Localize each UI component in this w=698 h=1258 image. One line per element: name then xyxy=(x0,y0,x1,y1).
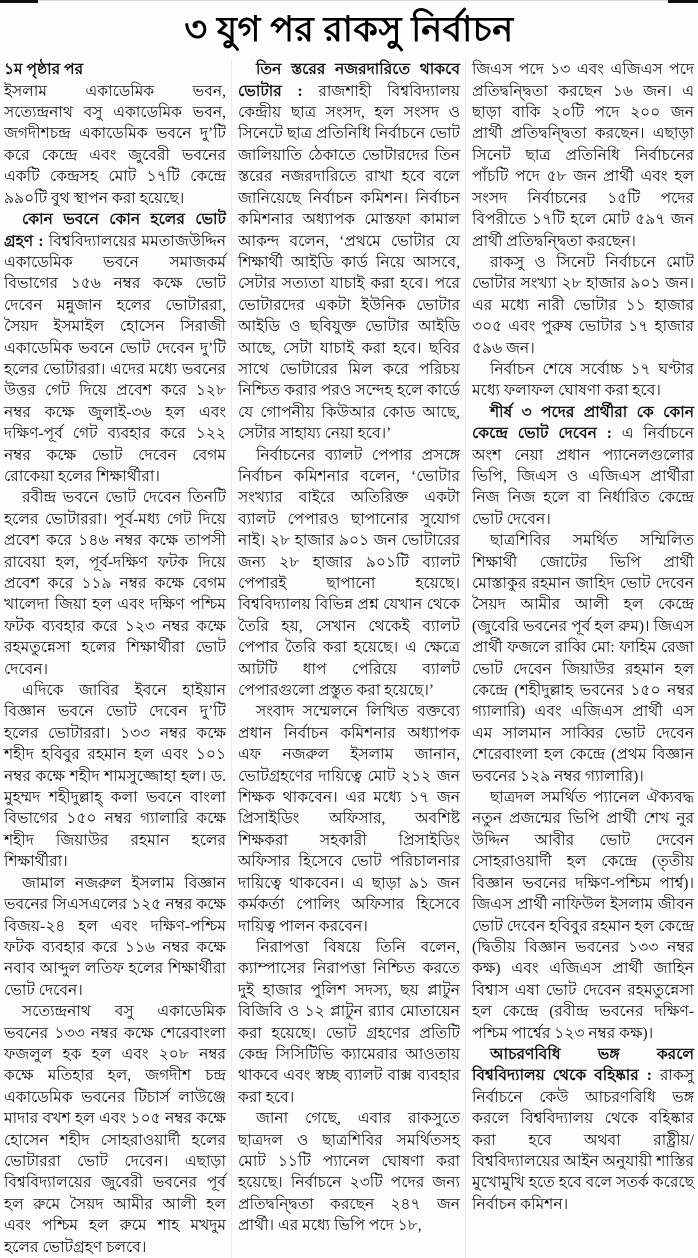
paragraph-text: রাকসু নির্বাচনে কেউ আচরণবিধি ভঙ্গ করলে বিশ্ববিদ্যালয় থেকে বহিষ্কার করা হবে অথবা রাষ্ট্রীয়/ বিশ্ববিদ্যালয়ের আইন অনুযায়ী শাস্তির মুখোমুখি হতে হবে বলে সতর্ক করেছে নির্বাচন কমিশন। xyxy=(472,1067,694,1213)
paragraph-text: জামাল নজরুল ইসলাম বিজ্ঞান ভবনের সিএসএলের ১২৫ নম্বর কক্ষে বিজয়-২৪ হল এবং দক্ষিণ-পশ্চিম ফটক ব্যবহার করে ১১৬ নম্বর কক্ষে নবাব আব্দুল লতিফ হলের শিক্ষার্থীরা ভোট দেবেন। xyxy=(4,874,226,999)
paragraph-text: রবীন্দ্র ভবনে ভোট দেবেন তিনটি হলের ভোটাররা। পূর্ব-মধ্য গেট দিয়ে প্রবেশ করে ১৪৬ নম্বর কক্ষে তাপসী রাবেয়া হল, পূর্ব-দক্ষিণ ফটক দিয়ে প্রবেশ করে ১১৯ নম্বর কক্ষে বেগম খালেদা জিয়া হল এবং দক্ষিণ পশ্চিম ফটক ব্যবহার করে ১২৩ নম্বর কক্ষে রহমতুন্নেসা হলের শিক্ষার্থীরা ভোট দেবেন। xyxy=(4,489,226,678)
paragraph-text: রাকসু ও সিনেট নির্বাচনে মোট ভোটার সংখ্যা ২৮ হাজার ৯০১ জন। এর মধ্যে নারী ভোটার ১১ হাজার ৩০৫ এবং পুরুষ ভোটার ১৭ হাজার ৫৯৬ জন। xyxy=(472,253,694,357)
paragraph-text: বিশ্ববিদ্যালয়ের মমতাজউদ্দিন একাডেমিক ভবনে সমাজকর্ম বিভাগের ১৫৬ নম্বর কক্ষে ভোট দেবেন মন্নুজান হলের ভোটাররা, সৈয়দ ইসমাইল হোসেন সিরাজী একাডেমিক ভবনে ভোট দেবেন দু’টি হলের ভোটাররা। এদের মধ্যে ভবনের উত্তর গেট দিয়ে প্রবেশ করে ১২৮ নম্বর কক্ষে জুলাই-৩৬ হল এবং দক্ষিণ-পূর্ব গেট ব্যবহার করে ১২২ নম্বর কক্ষে ভোট দেবেন বেগম রোকেয়া হলের শিক্ষার্থীরা। xyxy=(4,232,226,485)
paragraph-text: ছাত্রদল সমর্থিত প্যানেল ঐক্যবদ্ধ নতুন প্রজন্মের ভিপি প্রার্থী শেখ নুর উদ্দিন আবীর ভোট দেবেন সোহরাওয়ার্দী হল কেন্দ্রে (তৃতীয় বিজ্ঞান ভবনের দক্ষিণ-পশ্চিম পার্শ্ব)। জিএস প্রার্থী নাফিউল ইসলাম জীবন ভোট দেবেন হবিবুর রহমান হল কেন্দ্রে (দ্বিতীয় বিজ্ঞান ভবনের ১৩৩ নম্বর কক্ষ) এবং এজিএস প্রার্থী জাহিন বিশ্বাস এষা ভোট দেবেন রহমতুন্নেসা হল কেন্দ্রে (রবীন্দ্র ভবনের দক্ষিণ-পশ্চিম পার্শ্বের ১২৩ নম্বর কক্ষ)। xyxy=(472,789,694,1042)
paragraph xyxy=(472,530,694,787)
paragraph xyxy=(472,359,694,402)
top-rule-right-segment xyxy=(668,0,698,3)
run-in-heading: কোন ভবনে কোন হলের ভোট গ্রহণ : xyxy=(4,211,226,250)
paragraph xyxy=(472,402,694,530)
run-in-heading: আচরণবিধি ভঙ্গ করলে বিশ্ববিদ্যালয় থেকে বহিষ্কার : xyxy=(472,1045,694,1085)
column-2 xyxy=(231,59,460,1258)
run-in-heading: তিন স্তরের নজরদারিতে থাকবে ভোটার : xyxy=(238,61,460,100)
paragraph xyxy=(238,445,460,702)
paragraph xyxy=(4,209,226,487)
article-body xyxy=(4,59,694,1258)
paragraph xyxy=(238,59,460,444)
paragraph xyxy=(4,1001,226,1258)
paragraph-text: নির্বাচনের ব্যালট পেপার প্রসঙ্গে নির্বাচন কমিশনার বলেন, ‘ভোটার সংখ্যার বাইরে অতিরিক্ত একটা ব্যালট পেপারও ছাপানোর সুযোগ নাই। ২৮ হাজার ৯০১ জন ভোটারের জন্য ২৮ হাজার ৯০১টি ব্যালট পেপারই ছাপানো হয়েছে। বিশ্ববিদ্যালয় বিভিন্ন প্রশ্ন যেখান থেকে তৈরি হয়, সেখান থেকেই ব্যালট পেপার তৈরি করা হয়েছে। এ ক্ষেত্রে আটটি ধাপ পেরিয়ে ব্যালট পেপারগুলো প্রস্তুত করা হয়েছে।’ xyxy=(238,446,460,700)
continued-label-text: ১ম পৃষ্ঠার পর xyxy=(4,61,84,79)
column-3 xyxy=(465,59,694,1258)
paragraph xyxy=(4,81,226,209)
paragraph xyxy=(4,873,226,1001)
paragraph xyxy=(238,701,460,936)
paragraph xyxy=(4,680,226,873)
paragraph-text: জানা গেছে, এবার রাকসুতে ছাত্রদল ও ছাত্রশিবির সমর্থিতসহ মোট ১১টি প্যানেল ঘোষণা করা হয়েছে। নির্বাচনে ২৩টি পদের জন্য প্রতিদ্বন্দ্বিতা করছেন ২৪৭ জন প্রার্থী। এর মধ্যে ভিপি পদে ১৮, xyxy=(238,1110,460,1235)
paragraph-text: এদিকে জাবির ইবনে হাইয়ান বিজ্ঞান ভবনে ভোট দেবেন দু’টি হলের ভোটাররা। ১৩৩ নম্বর কক্ষে শহীদ হবিবুর রহমান হল এবং ১০১ নম্বর কক্ষে শহীদ শামসুজ্জোহা হল। ড. মুহম্মদ শহীদুল্লাহ্‌ কলা ভবনে বাংলা বিভাগের ১৫০ নম্বর গ্যালারি কক্ষে শহীদ জিয়াউর রহমান হলের শিক্ষার্থীরা। xyxy=(4,682,226,871)
paragraph-text: সংবাদ সম্মেলনে লিখিত বক্তব্যে প্রধান নির্বাচন কমিশনার অধ্যাপক এফ নজরুল ইসলাম জানান, ভোটগ্রহণের দায়িত্বে মোট ২১২ জন শিক্ষক থাকবেন। এর মধ্যে ১৭ জন প্রিসাইডিং অফিসার, অবশিষ্ট শিক্ষকরা সহকারী প্রিসাইডিং অফিসার হিসেবে ভোট পরিচালনার দায়িত্বে থাকবেন। এ ছাড়া ৯১ জন কর্মকর্তা পোলিং অফিসার হিসেবে দায়িত্ব পালন করবেন। xyxy=(238,703,460,935)
continued-from-page-label xyxy=(4,59,226,80)
paragraph-text: নির্বাচন শেষে সর্বোচ্চ ১৭ ঘণ্টার মধ্যে ফলাফল ঘোষণা করা হবে। xyxy=(472,360,694,400)
paragraph xyxy=(4,487,226,680)
paragraph xyxy=(472,59,694,252)
paragraph-text: রাজশাহী বিশ্ববিদ্যালয় কেন্দ্রীয় ছাত্র সংসদ, হল সংসদ ও সিনেটে ছাত্র প্রতিনিধি নির্বাচনে ভোট জালিয়াতি ঠেকাতে ভোটারদের তিন স্তরের নজরদারিতে রাখা হবে বলে জানিয়েছে নির্বাচন কমিশন। নির্বাচন কমিশনার অধ্যাপক মোস্তফা কামাল আকন্দ বলেন, ‘প্রথমে ভোটার যে শিক্ষার্থী আইডি কার্ড নিয়ে আসবে, সেটার সত্যতা যাচাই করা হবে। পরে ভোটারদের একটা ইউনিক ভোটার আইডি ও ছবিযুক্ত ভোটার আইডি আছে, সেটা যাচাই করা হবে। ছবির সাথে ভোটারের মিল করে পরিচয় নিশ্চিত করার পরও সন্দেহ হলে কার্ডে যে গোপনীয় কিউআর কোড আছে, সেটার সাহায্য নেয়া হবে।’ xyxy=(238,82,460,443)
column-1 xyxy=(4,59,226,1258)
paragraph xyxy=(472,252,694,359)
paragraph-text: নিরাপত্তা বিষয়ে তিনি বলেন, ক্যাম্পাসের নিরাপত্তা নিশ্চিত করতে দুই হাজার পুলিশ সদস্য, ছয় প্লাটুন বিজিবি ও ১২ প্লাটুন র‍্যাব মোতায়েন করা হয়েছে। ভোট গ্রহণের প্রতিটি কেন্দ্র সিসিটিভি ক্যামেরার আওতায় থাকবে এবং স্বচ্ছ ব্যালট বাক্স ব্যবহার করা হবে। xyxy=(238,938,460,1106)
top-rule-left-segment xyxy=(0,0,38,3)
paragraph xyxy=(472,1044,694,1215)
run-in-heading: শীর্ষ ৩ পদের প্রার্থীরা কে কোন কেন্দ্রে ভোট দেবেন : xyxy=(472,403,694,443)
paragraph xyxy=(238,1108,460,1236)
paragraph-text: সত্যেন্দ্রনাথ বসু একাডেমিক ভবনের ১৩৩ নম্বর কক্ষে শেরেবাংলা ফজলুল হক হল এবং ২০৮ নম্বর কক্ষে মতিহার হল, জগদীশ চন্দ্র একাডেমিক ভবনের টিচার্স লাউঞ্জে মাদার বখশ হল এবং ১০৫ নম্বর কক্ষে হোসেন শহীদ সোহরাওয়ার্দী হলের ভোটাররা ভোট দেবেন। এছাড়া বিশ্ববিদ্যালয়ের জুবেরী ভবনের পূর্ব হল রুমে সৈয়দ আমীর আলী হল এবং পশ্চিম হল রুমে শাহ মখদুম হলের ভোটগ্রহণ চলবে। xyxy=(4,1003,226,1256)
article-headline: ৩ যুগ পর রাকসু নির্বাচন xyxy=(184,10,514,49)
paragraph xyxy=(238,937,460,1108)
paragraph-text: ছাত্রশিবির সমর্থিত সম্মিলিত শিক্ষার্থী জোটের ভিপি প্রার্থী মোস্তাকুর রহমান জাহিদ ভোট দেবেন সৈয়দ আমীর আলী হল কেন্দ্রে (জুবেরি ভবনের পূর্ব হল রুম)। জিএস প্রার্থী ফজলে রাব্বি মো: ফাহিম রেজা ভোট দেবেন জিয়াউর রহমান হল কেন্দ্রে (শহীদুল্লাহ ভবনের ১৫০ নম্বর গ্যালারি) এবং এজিএস প্রার্থী এস এম সালমান সাব্বির ভোট দেবেন শেরেবাংলা হল কেন্দ্রে (প্রথম বিজ্ঞান ভবনের ১২৯ নম্বর গ্যালারি)। xyxy=(472,532,694,785)
paragraph-text: জিএস পদে ১৩ এবং এজিএস পদে প্রতিদ্বন্দ্বিতা করছেন ১৬ জন। এ ছাড়া বাকি ২০টি পদে ২০০ জন প্রার্থী প্রতিদ্বন্দ্বিতা করছেন। এছাড়া সিনেট ছাত্র প্রতিনিধি নির্বাচনের পাঁচটি পদে ৫৮ জন প্রার্থী এবং হল সংসদ নির্বাচনের ১৫টি পদের বিপরীতে ১৭টি হলে মোট ৫৯৭ জন প্রার্থী প্রতিদ্বন্দ্বিতা করছেন। xyxy=(472,61,694,250)
paragraph xyxy=(472,787,694,1044)
paragraph-text: এ নির্বাচনে অংশ নেয়া প্রধান প্যানেলগুলোর ভিপি, জিএস ও এজিএস প্রার্থীরা নিজ নিজ হলে বা নির্ধারিত কেন্দ্রে ভোট দেবেন। xyxy=(472,425,694,528)
paragraph-text: ইসলাম একাডেমিক ভবন, সত্যেন্দ্রনাথ বসু একাডেমিক ভবন, জগদীশচন্দ্র একাডেমিক ভবনে দু’টি করে কেন্দ্রে এবং জুবেরী ভবনের একটি কেন্দ্রসহ মোট ১৭টি কেন্দ্রে ৯৯০টি বুথ স্থাপন করা হয়েছে। xyxy=(4,82,226,207)
